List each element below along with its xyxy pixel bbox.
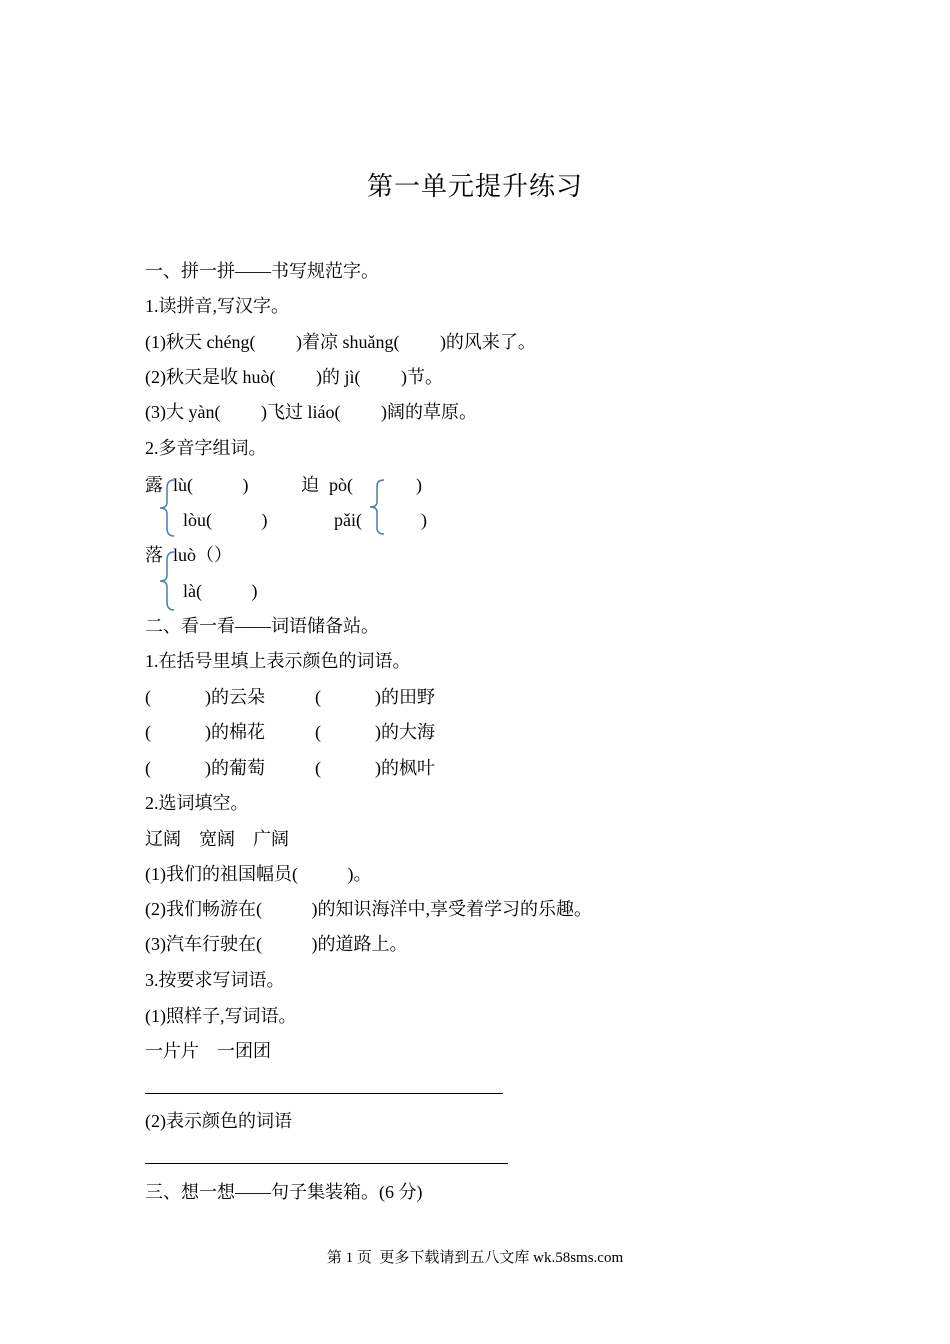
question-1-heading: 1.读拼音,写汉字。	[145, 296, 289, 316]
question-5-example: 一片片 一团团	[145, 1041, 271, 1061]
color-blank-3b: ( )的枫叶	[315, 758, 435, 778]
brace-icon	[366, 478, 388, 536]
polyphone-luo-reading-2: là( )	[183, 581, 258, 601]
question-3-heading: 1.在括号里填上表示颜色的词语。	[145, 651, 411, 671]
polyphone-char-lu: 露	[145, 475, 163, 495]
question-1-item-3: (3)大 yàn( )飞过 liáo( )阔的草原。	[145, 402, 477, 422]
question-1-item-2: (2)秋天是收 huò( )的 jì( )节。	[145, 367, 443, 387]
color-blank-1a: ( )的云朵	[145, 687, 265, 707]
polyphone-lu-reading-1: lù( )	[173, 475, 249, 495]
brace-icon	[158, 550, 180, 612]
polyphone-char-po: 迫	[301, 475, 319, 495]
polyphone-po-reading-1-close: )	[416, 475, 422, 495]
question-5-item-1: (1)照样子,写词语。	[145, 1006, 297, 1026]
section-heading-1: 一、拼一拼——书写规范字。	[145, 261, 379, 281]
color-blank-2b: ( )的大海	[315, 722, 435, 742]
page-footer: 第 1 页 更多下载请到五八文库 wk.58sms.com	[326, 1250, 624, 1266]
question-4-item-3: (3)汽车行驶在( )的道路上。	[145, 934, 408, 954]
brace-icon	[158, 478, 180, 538]
polyphone-lu-reading-2: lòu( )	[183, 510, 268, 530]
color-blank-1b: ( )的田野	[315, 687, 435, 707]
question-5-item-2: (2)表示颜色的词语	[145, 1111, 292, 1131]
question-5-heading: 3.按要求写词语。	[145, 970, 285, 990]
polyphone-luo-reading-1: luò（）	[173, 545, 233, 565]
answer-line-2	[145, 1163, 508, 1164]
question-4-item-1: (1)我们的祖国幅员( )。	[145, 864, 372, 884]
polyphone-po-reading-2: pǎi(	[334, 510, 362, 530]
page-title: 第一单元提升练习	[366, 172, 583, 201]
polyphone-po-reading-2-close: )	[421, 510, 427, 530]
color-blank-2a: ( )的棉花	[145, 722, 265, 742]
word-choices: 辽阔 宽阔 广阔	[145, 829, 289, 849]
question-4-item-2: (2)我们畅游在( )的知识海洋中,享受着学习的乐趣。	[145, 899, 592, 919]
question-2-heading: 2.多音字组词。	[145, 438, 267, 458]
answer-line-1	[145, 1093, 503, 1094]
question-4-heading: 2.选词填空。	[145, 793, 249, 813]
color-blank-3a: ( )的葡萄	[145, 758, 265, 778]
polyphone-po-reading-1: pò(	[329, 475, 353, 495]
polyphone-char-luo: 落	[145, 545, 163, 565]
section-heading-2: 二、看一看——词语储备站。	[145, 616, 379, 636]
question-1-item-1: (1)秋天 chéng( )着凉 shuǎng( )的风来了。	[145, 332, 536, 352]
section-heading-3: 三、想一想——句子集装箱。(6 分)	[145, 1182, 423, 1202]
